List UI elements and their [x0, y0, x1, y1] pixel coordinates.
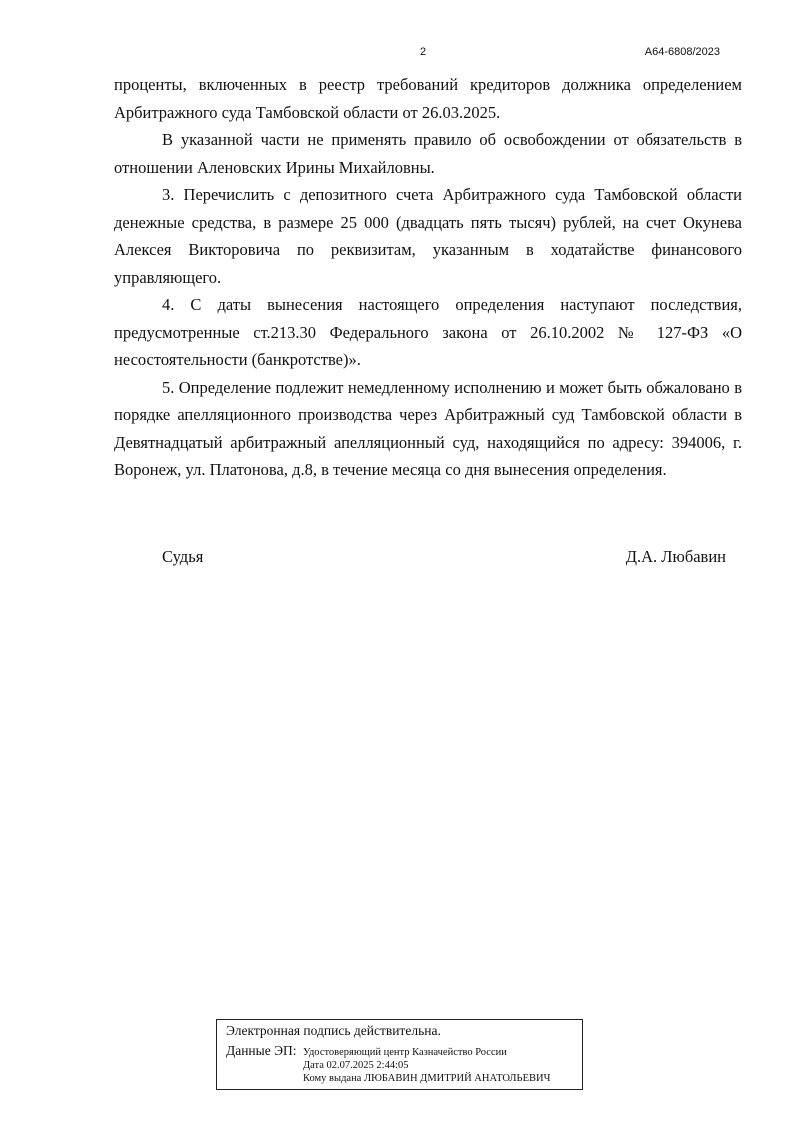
paragraph-item-5: 5. Определение подлежит немедленному исполнению и может быть обжаловано в порядке апелляционного производства через Арбитражный суд Тамбовской области в Девятнадцатый арбитражный апелляционный суд, находящийся по адресу: 394006, г. Воронеж, ул. Платонова, д.8, в течение месяца со дня вынесения определения. — [114, 377, 742, 479]
signature-title: Судья — [162, 547, 204, 566]
e-signature-issuer: Удостоверяющий центр Казначейство России — [303, 1047, 507, 1058]
e-signature-date: Дата 02.07.2025 2:44:05 — [303, 1060, 409, 1071]
paragraph-exception: В указанной части не применять правило об освобождении от обязательств в отношении Аленовских Ирины Михайловны. — [114, 130, 742, 177]
e-signature-valid-text: Электронная подпись действительна. — [226, 1023, 441, 1038]
case-number: А64-6808/2023 — [644, 46, 720, 58]
e-signature-issued-to: Кому выдана ЛЮБАВИН ДМИТРИЙ АНАТОЛЬЕВИЧ — [303, 1073, 551, 1084]
page-number: 2 — [420, 46, 427, 58]
e-signature-details — [303, 1046, 550, 1085]
paragraph-item-4: 4. С даты вынесения настоящего определения наступают последствия, предусмотренные ст.213.30 Федерального закона от 26.10.2002 № 127-ФЗ «О несостоятельности (банкротстве)». — [114, 295, 742, 369]
signature-name: Д.А. Любавин — [625, 547, 726, 566]
e-signature-data-label: Данные ЭП: — [226, 1043, 297, 1058]
paragraph-continuation: проценты, включенных в реестр требований кредиторов должника определением Арбитражного суда Тамбовской области от 26.03.2025. — [114, 75, 742, 122]
document-body — [114, 71, 742, 484]
e-signature-stamp — [216, 1019, 583, 1090]
paragraph-item-3: 3. Перечислить с депозитного счета Арбитражного суда Тамбовской области денежные средства, в размере 25 000 (двадцать пять тысяч) рублей, на счет Окунева Алексея Викторовича по реквизитам, указанным в ходатайстве финансового управляющего. — [114, 185, 742, 287]
